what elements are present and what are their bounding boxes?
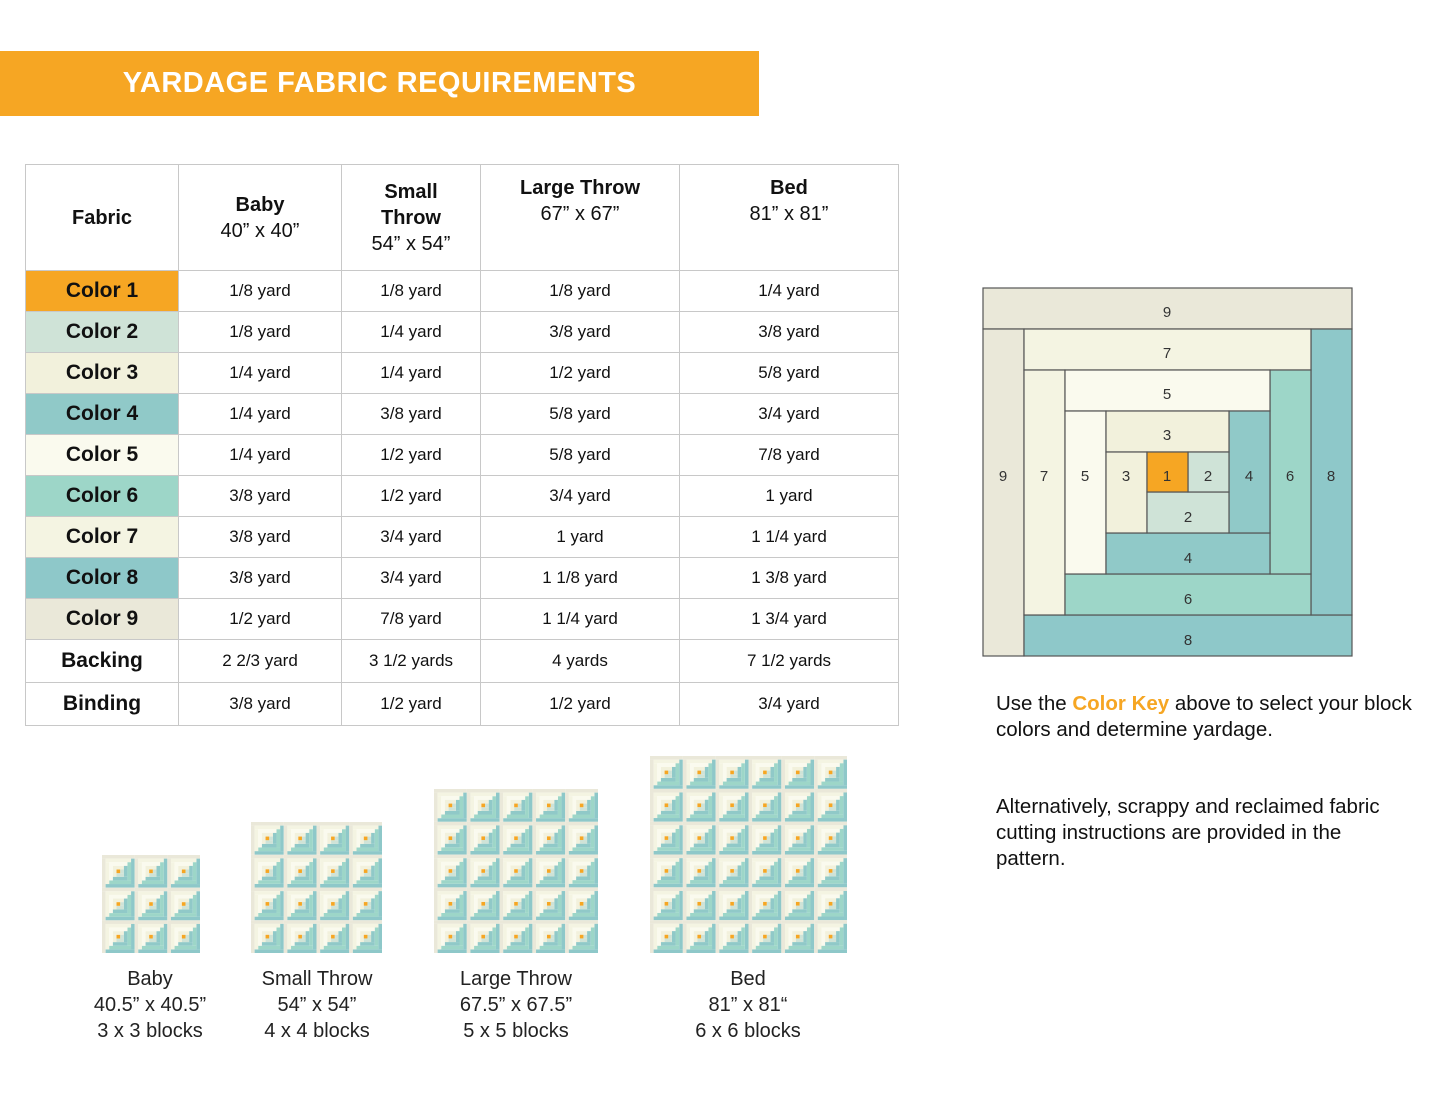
quilt-preview-bed xyxy=(650,756,847,953)
fabric-name-cell: Color 9 xyxy=(26,599,179,640)
table-row xyxy=(26,640,899,683)
key-number-label: 3 xyxy=(1162,426,1172,444)
yardage-cell: 1/2 yard xyxy=(481,683,680,726)
quilt-preview-large-throw xyxy=(434,789,598,953)
yardage-cell: 3/8 yard xyxy=(179,476,342,517)
fabric-name-cell: Backing xyxy=(26,640,179,683)
key-patch-c7 xyxy=(1024,370,1065,615)
quilt-caption xyxy=(406,966,626,1044)
yardage-cell: 1/2 yard xyxy=(179,599,342,640)
yardage-cell: 1 3/8 yard xyxy=(680,558,899,599)
fabric-name-cell: Color 6 xyxy=(26,476,179,517)
yardage-cell: 3/4 yard xyxy=(342,517,481,558)
quilt-caption-blocks-label: 3 x 3 blocks xyxy=(97,1020,203,1042)
key-number-label: 2 xyxy=(1203,467,1213,485)
quilt-caption-blocks-label: 6 x 6 blocks xyxy=(695,1020,801,1042)
fabric-name-cell: Binding xyxy=(26,683,179,726)
fabric-name-cell: Color 1 xyxy=(26,271,179,312)
quilt-caption-name: Baby xyxy=(127,968,173,990)
yardage-cell: 1/2 yard xyxy=(342,435,481,476)
key-number-label: 4 xyxy=(1244,467,1254,485)
quilt-caption-size: 81” x 81“ xyxy=(708,994,788,1016)
table-row xyxy=(26,558,899,599)
table-header-row xyxy=(26,165,899,271)
yardage-cell: 1/4 yard xyxy=(342,353,481,394)
yardage-cell: 1/8 yard xyxy=(179,271,342,312)
key-patch-c3 xyxy=(1106,452,1147,533)
yardage-cell: 3/8 yard xyxy=(481,312,680,353)
table-row xyxy=(26,599,899,640)
key-number-label: 6 xyxy=(1183,590,1193,608)
yardage-cell: 1 1/4 yard xyxy=(680,517,899,558)
yardage-cell: 3/4 yard xyxy=(342,558,481,599)
yardage-cell: 1 yard xyxy=(481,517,680,558)
yardage-cell: 3/8 yard xyxy=(680,312,899,353)
col-header-large-throw: Large Throw 67” x 67” xyxy=(481,165,680,271)
table-row xyxy=(26,517,899,558)
col-header-baby: Baby 40” x 40” xyxy=(179,165,342,271)
key-number-label: 7 xyxy=(1039,467,1049,485)
yardage-cell: 5/8 yard xyxy=(481,394,680,435)
key-number-label: 8 xyxy=(1326,467,1336,485)
yardage-cell: 7/8 yard xyxy=(342,599,481,640)
page-title: YARDAGE FABRIC REQUIREMENTS xyxy=(122,67,637,99)
quilt-caption-name: Bed xyxy=(730,968,766,990)
key-number-label: 6 xyxy=(1285,467,1295,485)
yardage-cell: 1 1/4 yard xyxy=(481,599,680,640)
key-number-label: 2 xyxy=(1183,508,1193,526)
yardage-cell: 3/4 yard xyxy=(680,683,899,726)
yardage-cell: 3/8 yard xyxy=(179,683,342,726)
yardage-cell: 1/4 yard xyxy=(342,312,481,353)
note-color-key: Use the Color Key above to select your block colors and determine yardage. xyxy=(996,692,1412,741)
table-row xyxy=(26,394,899,435)
yardage-cell: 1/2 yard xyxy=(342,683,481,726)
key-number-label: 3 xyxy=(1121,467,1131,485)
key-number-label: 5 xyxy=(1162,385,1172,403)
fabric-name-cell: Color 3 xyxy=(26,353,179,394)
yardage-cell: 7/8 yard xyxy=(680,435,899,476)
color-key-highlight: Color Key xyxy=(1072,692,1170,715)
table-row xyxy=(26,312,899,353)
yardage-cell: 5/8 yard xyxy=(680,353,899,394)
fabric-name-cell: Color 5 xyxy=(26,435,179,476)
key-number-label: 1 xyxy=(1162,467,1172,485)
yardage-cell: 3 1/2 yards xyxy=(342,640,481,683)
yardage-cell: 1/4 yard xyxy=(179,394,342,435)
fabric-name-cell: Color 2 xyxy=(26,312,179,353)
yardage-cell: 1 yard xyxy=(680,476,899,517)
yardage-cell: 1/2 yard xyxy=(342,476,481,517)
col-header-bed: Bed 81” x 81” xyxy=(680,165,899,271)
key-number-label: 9 xyxy=(1162,303,1172,321)
yardage-cell: 7 1/2 yards xyxy=(680,640,899,683)
fabric-name-cell: Color 8 xyxy=(26,558,179,599)
quilt-caption xyxy=(207,966,427,1044)
table-row xyxy=(26,435,899,476)
key-number-label: 4 xyxy=(1183,549,1193,567)
yardage-cell: 1/4 yard xyxy=(680,271,899,312)
quilt-caption-name: Large Throw xyxy=(460,968,572,990)
yardage-cell: 3/8 yard xyxy=(179,558,342,599)
yardage-cell: 3/8 yard xyxy=(179,517,342,558)
table-row xyxy=(26,271,899,312)
quilt-preview-small-throw xyxy=(251,822,382,953)
quilt-caption-size: 67.5” x 67.5” xyxy=(459,994,573,1016)
note-scrappy: Alternatively, scrappy and reclaimed fabric cutting instructions are provided in the pattern. xyxy=(996,795,1380,870)
yardage-cell: 1 3/4 yard xyxy=(680,599,899,640)
yardage-cell: 1/8 yard xyxy=(481,271,680,312)
fabric-name-cell: Color 4 xyxy=(26,394,179,435)
key-number-label: 8 xyxy=(1183,631,1193,649)
yardage-cell: 3/8 yard xyxy=(342,394,481,435)
col-header-small-throw: Small Throw 54” x 54” xyxy=(342,165,481,271)
key-patch-c5 xyxy=(1065,411,1106,574)
header-banner xyxy=(0,51,759,116)
fabric-name-cell: Color 7 xyxy=(26,517,179,558)
yardage-cell: 5/8 yard xyxy=(481,435,680,476)
yardage-table xyxy=(25,164,899,726)
key-patch-c9 xyxy=(983,329,1024,656)
quilt-caption-name: Small Throw xyxy=(261,968,373,990)
yardage-cell: 1/8 yard xyxy=(179,312,342,353)
table-row xyxy=(26,353,899,394)
quilt-caption xyxy=(638,966,858,1044)
key-number-label: 7 xyxy=(1162,344,1172,362)
yardage-cell: 1/8 yard xyxy=(342,271,481,312)
yardage-cell: 2 2/3 yard xyxy=(179,640,342,683)
quilt-preview-baby xyxy=(102,855,200,953)
yardage-cell: 1/4 yard xyxy=(179,353,342,394)
yardage-cell: 3/4 yard xyxy=(680,394,899,435)
quilt-caption-blocks-label: 5 x 5 blocks xyxy=(463,1020,569,1042)
yardage-cell: 1/4 yard xyxy=(179,435,342,476)
color-key-block xyxy=(982,287,1354,657)
yardage-cell: 4 yards xyxy=(481,640,680,683)
quilt-caption-size: 54” x 54” xyxy=(277,994,357,1016)
yardage-cell: 1/2 yard xyxy=(481,353,680,394)
yardage-cell: 3/4 yard xyxy=(481,476,680,517)
quilt-caption-size: 40.5” x 40.5” xyxy=(93,994,207,1016)
col-header-fabric: Fabric xyxy=(26,165,179,271)
yardage-cell: 1 1/8 yard xyxy=(481,558,680,599)
table-row xyxy=(26,683,899,726)
key-number-label: 9 xyxy=(998,467,1008,485)
quilt-caption-blocks-label: 4 x 4 blocks xyxy=(264,1020,370,1042)
key-number-label: 5 xyxy=(1080,467,1090,485)
table-row xyxy=(26,476,899,517)
